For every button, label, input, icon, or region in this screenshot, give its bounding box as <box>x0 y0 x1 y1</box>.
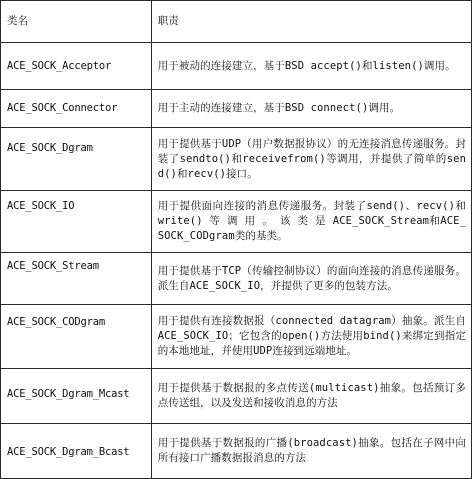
table-row <box>1 128 472 191</box>
table-row <box>1 305 472 369</box>
table-row <box>1 90 472 128</box>
table-header-row <box>1 1 472 43</box>
responsibility-cell: 用于提供基于UDP（用户数据报协议）的无连接消息传递服务。封装了sendto()和receivefrom()等调用，并提供了简单的send()和recv()接口。 <box>152 128 472 190</box>
class-name-cell: ACE_SOCK_Dgram_Bcast <box>1 424 152 478</box>
table-row <box>1 369 472 424</box>
table-row <box>1 253 472 305</box>
responsibility-cell: 用于提供基于数据报的广播(broadcast)抽象。包括在子网中向所有接口广播数据报消息的方法 <box>152 424 472 478</box>
responsibility-cell: 用于提供基于数据报的多点传送(multicast)抽象。包括预订多点传送组，以及发送和接收消息的方法 <box>152 369 472 423</box>
responsibility-cell: 用于主动的连接建立，基于BSD connect()调用。 <box>152 90 472 127</box>
header-class-name: 类名 <box>1 1 152 42</box>
table-row <box>1 191 472 253</box>
header-responsibility: 职责 <box>152 1 472 42</box>
responsibility-cell: 用于被动的连接建立，基于BSD accept()和listen()调用。 <box>152 43 472 89</box>
class-name-cell: ACE_SOCK_Acceptor <box>1 43 152 89</box>
responsibility-cell: 用于提供面向连接的消息传递服务。封装了send()、recv()和 write() 等 调 用 。 该 类 是 ACE_SOCK_Stream和ACE_SOCK_CODgram类的基类。 <box>152 191 472 252</box>
class-name-cell: ACE_SOCK_CODgram <box>1 305 152 368</box>
table-row <box>1 424 472 479</box>
responsibility-cell: 用于提供有连接数据报（connected datagram）抽象。派生自ACE_SOCK_IO；它包含的open()方法使用bind()来绑定到指定的本地地址，并使用UDP连接到远端地址。 <box>152 305 472 368</box>
class-name-cell: ACE_SOCK_Dgram_Mcast <box>1 369 152 423</box>
class-name-cell: ACE_SOCK_Connector <box>1 90 152 127</box>
class-name-cell: ACE_SOCK_IO <box>1 191 152 252</box>
responsibility-cell: 用于提供基于TCP（传输控制协议）的面向连接的消息传递服务。派生自ACE_SOCK_IO，并提供了更多的包装方法。 <box>152 253 472 304</box>
class-name-cell: ACE_SOCK_Stream <box>1 253 152 304</box>
table-row <box>1 43 472 90</box>
class-name-cell: ACE_SOCK_Dgram <box>1 128 152 190</box>
